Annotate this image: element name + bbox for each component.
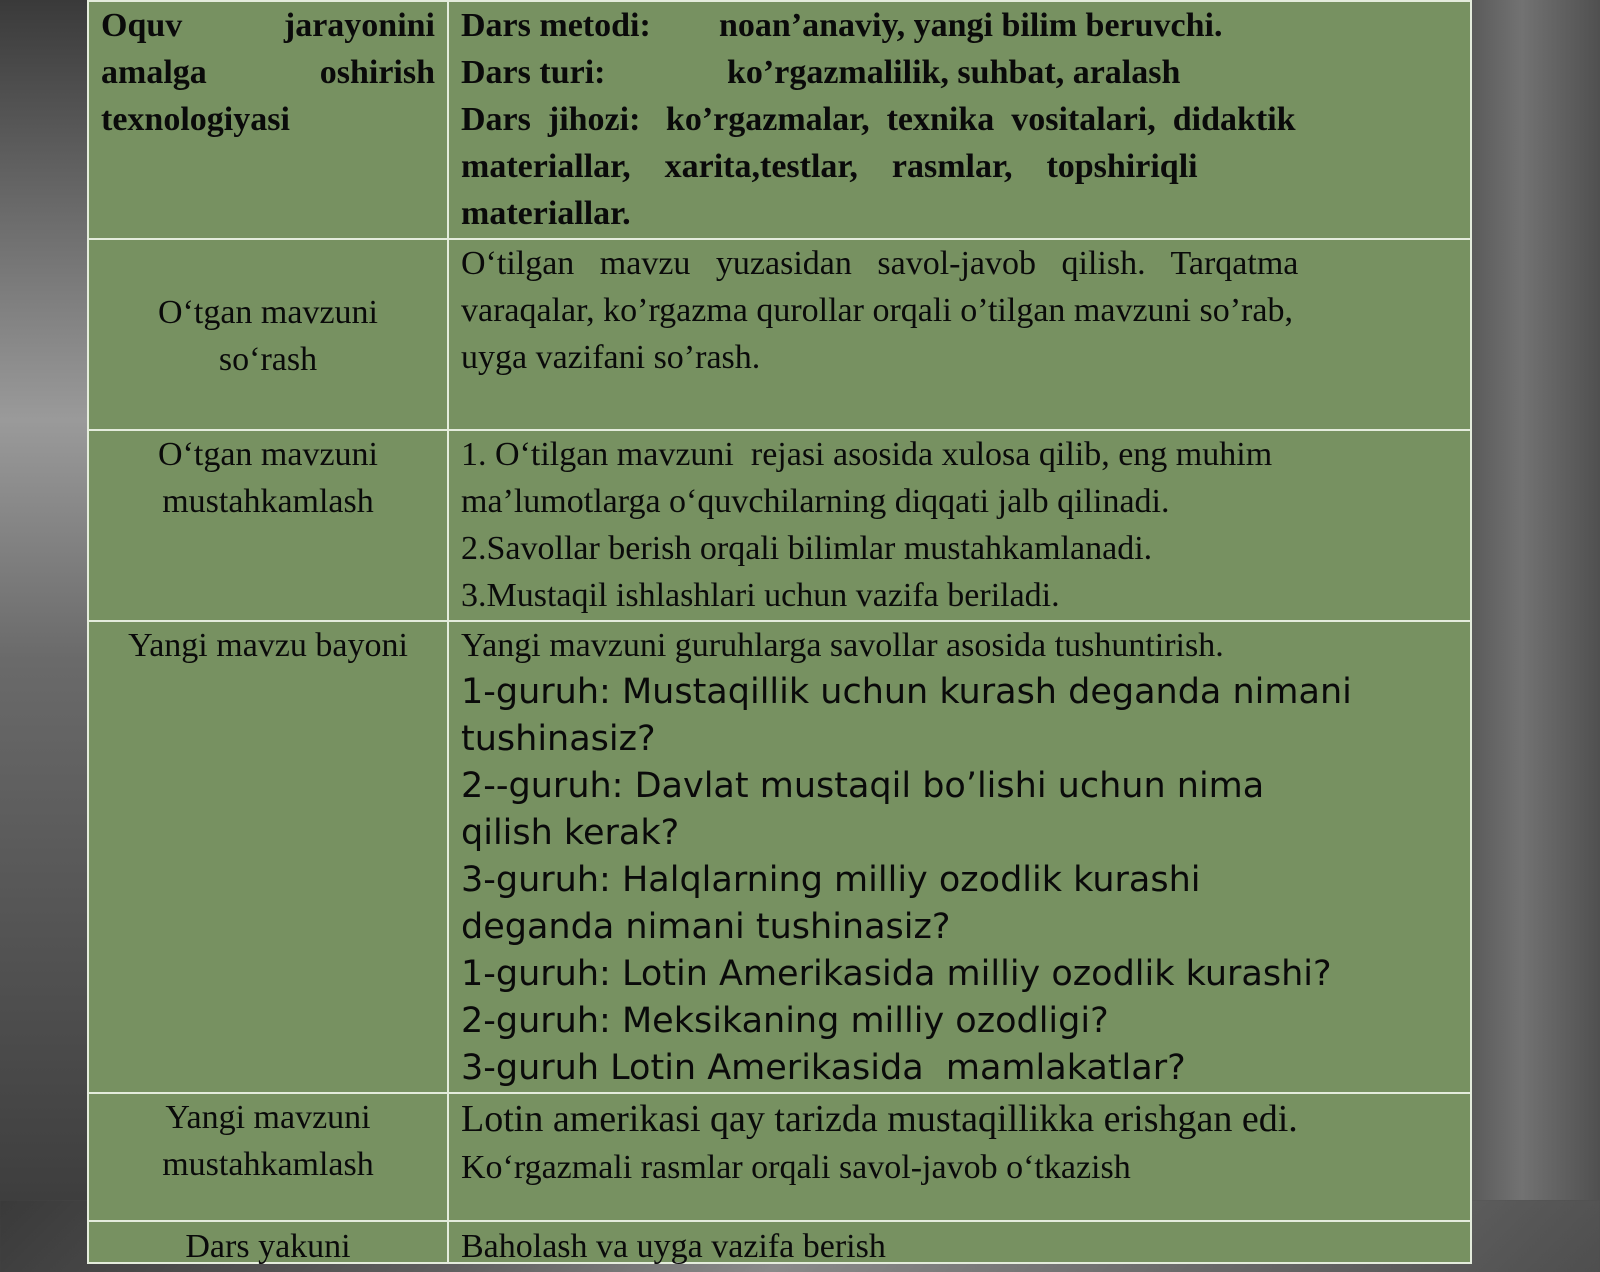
stage-line: O‘tgan mavzuni bbox=[158, 436, 378, 473]
content-line: 2.Savollar berish orqali bilimlar mustahkamlanadi. bbox=[461, 530, 1153, 567]
table-row bbox=[88, 239, 1471, 430]
header-word: oshirish bbox=[319, 54, 435, 91]
header-left-line-2 bbox=[101, 49, 435, 96]
content-cell bbox=[448, 621, 1471, 1093]
lesson-method bbox=[461, 2, 1458, 49]
content-cell bbox=[448, 1093, 1471, 1221]
table-header-row bbox=[88, 1, 1471, 239]
group-question-line: 1-guruh: Mustaqillik uchun kurash deganda nimani bbox=[461, 672, 1352, 712]
header-technology-cell bbox=[88, 1, 448, 239]
header-word: jarayonini bbox=[283, 7, 435, 44]
content-line: Lotin amerikasi qay tarizda mustaqillikka erishgan edi. bbox=[461, 1098, 1298, 1140]
content-line: uyga vazifani so’rash. bbox=[461, 339, 761, 376]
table-row bbox=[88, 621, 1471, 1093]
stage-line: Yangi mavzu bayoni bbox=[128, 627, 408, 664]
content-line: O‘tilgan mavzu yuzasidan savol-javob qilish. Tarqatma bbox=[461, 245, 1299, 282]
table-row bbox=[88, 1093, 1471, 1221]
content-cell bbox=[448, 239, 1471, 430]
group-question-line: 3-guruh Lotin Amerikasida mamlakatlar? bbox=[461, 1048, 1186, 1088]
stage-line: mustahkamlash bbox=[162, 483, 374, 520]
header-word: amalga bbox=[101, 54, 207, 91]
group-question-line: deganda nimani tushinasiz? bbox=[461, 907, 951, 947]
content-line: ma’lumotlarga o‘quvchilarning diqqati jalb qilinadi. bbox=[461, 483, 1170, 520]
stage-cell bbox=[88, 621, 448, 1093]
slide-background-left bbox=[0, 0, 88, 1200]
header-left-line-3: texnologiyasi bbox=[101, 101, 290, 138]
stage-cell bbox=[88, 430, 448, 621]
lesson-equipment-line-3: materiallar. bbox=[461, 195, 631, 232]
stage-cell bbox=[88, 239, 448, 430]
header-lesson-info-cell bbox=[448, 1, 1471, 239]
stage-line: Dars yakuni bbox=[185, 1228, 351, 1265]
lesson-method-value: noan’anaviy, yangi bilim beruvchi. bbox=[719, 7, 1223, 44]
header-word: Oquv bbox=[101, 7, 183, 44]
content-line: 1. O‘tilgan mavzuni rejasi asosida xulosa qilib, eng muhim bbox=[461, 436, 1273, 473]
group-question-line: 2-guruh: Meksikaning milliy ozodligi? bbox=[461, 1001, 1109, 1041]
lesson-method-label: Dars metodi: bbox=[461, 7, 651, 44]
lesson-equipment-line-2: materiallar, xarita,testlar, rasmlar, topshiriqli bbox=[461, 148, 1198, 185]
stage-cell bbox=[88, 1221, 448, 1263]
stage-line: O‘tgan mavzuni bbox=[158, 294, 378, 331]
content-line: 3.Mustaqil ishlashlari uchun vazifa beriladi. bbox=[461, 577, 1060, 614]
lesson-type-label: Dars turi: bbox=[461, 54, 606, 91]
group-question-line: tushinasiz? bbox=[461, 719, 656, 759]
stage-line: mustahkamlash bbox=[162, 1146, 374, 1183]
content-line: Baholash va uyga vazifa berish bbox=[461, 1228, 886, 1265]
table-row bbox=[88, 1221, 1471, 1263]
stage-line: Yangi mavzuni bbox=[165, 1099, 371, 1136]
group-question-line: 3-guruh: Halqlarning milliy ozodlik kurashi bbox=[461, 860, 1201, 900]
slide-background-right bbox=[1470, 0, 1600, 1200]
header-left-line-1 bbox=[101, 2, 435, 49]
stage-cell bbox=[88, 1093, 448, 1221]
lesson-equipment-line-1: Dars jihozi: ko’rgazmalar, texnika vositalari, didaktik bbox=[461, 101, 1296, 138]
group-question-line: 1-guruh: Lotin Amerikasida milliy ozodlik kurashi? bbox=[461, 954, 1332, 994]
content-line: Ko‘rgazmali rasmlar orqali savol-javob o‘tkazish bbox=[461, 1149, 1131, 1186]
content-cell bbox=[448, 430, 1471, 621]
group-question-line: 2--guruh: Davlat mustaqil bo’lishi uchun nima bbox=[461, 766, 1265, 806]
table-row bbox=[88, 430, 1471, 621]
lesson-plan-table bbox=[87, 0, 1472, 1264]
content-intro-line: Yangi mavzuni guruhlarga savollar asosida tushuntirish. bbox=[461, 627, 1224, 664]
content-line: varaqalar, ko’rgazma qurollar orqali o’tilgan mavzuni so’rab, bbox=[461, 292, 1293, 329]
group-question-line: qilish kerak? bbox=[461, 813, 680, 853]
lesson-type-value: ko’rgazmalilik, suhbat, aralash bbox=[727, 54, 1181, 91]
stage-line: so‘rash bbox=[218, 341, 318, 378]
lesson-type bbox=[461, 49, 1458, 96]
content-cell bbox=[448, 1221, 1471, 1263]
